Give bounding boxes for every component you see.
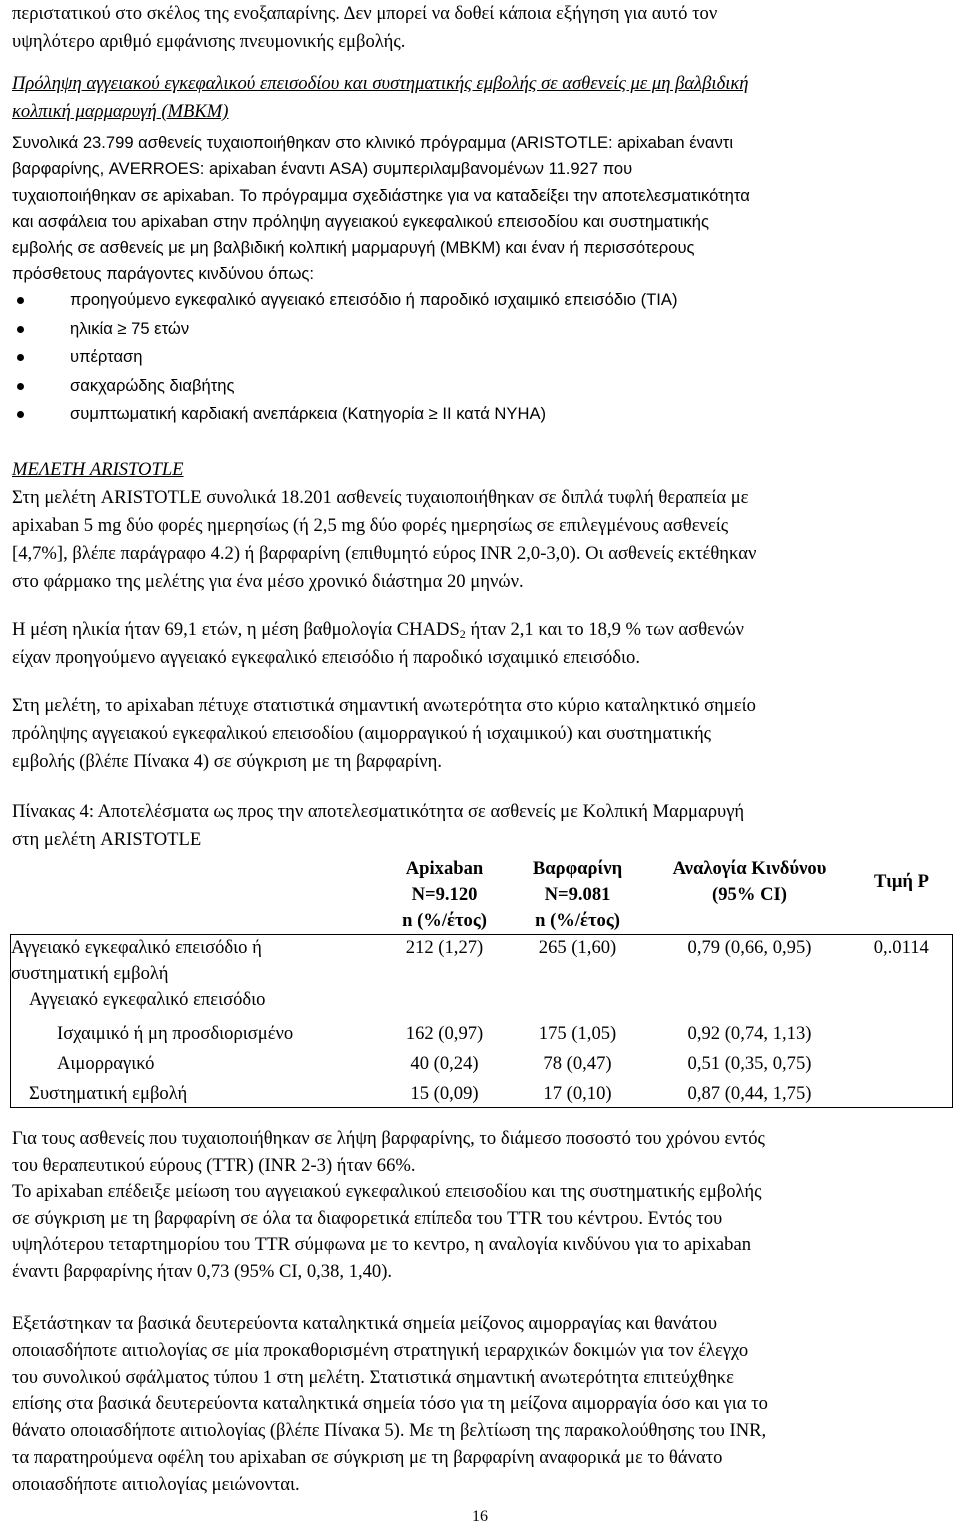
header-text: N=9.081 — [544, 884, 611, 905]
aristotle-text: ήταν 2,1 και το 18,9 % των ασθενών — [465, 619, 744, 640]
header-empty-cell — [11, 856, 383, 935]
aristotle-line: στο φάρμακο της μελέτης για ένα μέσο χρονικό διάστημα 20 μηνών. — [12, 571, 524, 592]
apixaban-value — [383, 987, 507, 1013]
risk-factor-list — [12, 286, 912, 429]
hazard-ratio-value: 0,92 (0,74, 1,13) — [687, 1023, 812, 1044]
program-paragraph — [12, 130, 952, 288]
warfarin-value: 17 (0,10) — [507, 1077, 649, 1108]
apixaban-value: 40 (0,24) — [410, 1053, 479, 1074]
table-row — [11, 1013, 953, 1047]
aristotle-heading-text: ΜΕΛΕΤΗ ARISTOTLE — [12, 459, 184, 480]
risk-factor-item — [12, 343, 912, 372]
header-text: Τιμή P — [874, 871, 929, 892]
row-label-text: Αγγειακό εγκεφαλικό επεισόδιο ή — [11, 937, 262, 958]
row-label: Συστηματική εμβολή — [11, 1077, 383, 1108]
p-value — [851, 987, 953, 1013]
risk-factor-text: συμπτωματική καρδιακή ανεπάρκεια (Κατηγορία ≥ ΙΙ κατά NYHA) — [70, 404, 547, 424]
aristotle-paragraph-1 — [12, 484, 952, 596]
program-line: πρόσθετους παράγοντες κινδύνου όπως: — [12, 264, 315, 284]
p-value — [851, 1047, 953, 1077]
subscript: 2 — [459, 627, 466, 641]
p-value: 0,.0114 — [851, 935, 953, 988]
header-text: N=9.120 — [411, 884, 478, 905]
program-line: Συνολικά 23.799 ασθενείς τυχαιοποιήθηκαν στο κλινικό πρόγραμμα (ARISTOTLE: apixaban έναντι — [12, 133, 734, 152]
aristotle-line: Στη μελέτη ARISTOTLE συνολικά 18.201 ασθενείς τυχαιοποιήθηκαν σε διπλά τυφλή θεραπεία με — [12, 487, 749, 508]
aristotle-line — [12, 616, 952, 644]
ttr-line: σε σύγκριση με τη βαρφαρίνη σε όλα τα διαφορετικά επίπεδα του TTR του κέντρου. Εντός του — [12, 1207, 723, 1229]
warfarin-value: 175 (1,05) — [538, 1023, 617, 1044]
header-text: n (%/έτος) — [535, 910, 620, 931]
bullet-icon — [17, 383, 24, 390]
bullet-icon — [17, 297, 24, 304]
ttr-line: Για τους ασθενείς που τυχαιοποιήθηκαν σε λήψη βαρφαρίνης, το διάμεσο ποσοστό του χρόνου εντός — [12, 1128, 765, 1149]
aristotle-line: εμβολής (βλέπε Πίνακα 4) σε σύγκριση με τη βαρφαρίνη. — [12, 751, 443, 772]
secondary-line: οποιασδήποτε αιτιολογίας μειώνονται. — [12, 1473, 300, 1495]
program-line: εμβολής σε ασθενείς με μη βαλβιδική κολπική μαρμαρυγή (ΜΒΚΜ) και έναν ή περισσότερους — [12, 238, 695, 258]
aristotle-line: πρόληψης αγγειακού εγκεφαλικού επεισοδίου (αιμορραγικού ή ισχαιμικού) και συστηματικής — [12, 723, 712, 744]
secondary-line: θάνατο οποιασδήποτε αιτιολογίας (βλέπε Πίνακα 5). Με τη βελτίωση της παρακολούθησης του INR, — [12, 1420, 767, 1442]
aristotle-heading — [12, 456, 952, 484]
page-number: 16 — [472, 1508, 488, 1525]
risk-factor-item — [12, 400, 912, 429]
ttr-line: έναντι βαρφαρίνης ήταν 0,73 (95% CI, 0,38, 1,40). — [12, 1260, 393, 1282]
secondary-line: του συνολικού σφάλματος τύπου 1 στη μελέτη. Στατιστικά σημαντική ανωτερότητα επιτεύχθηκε — [12, 1366, 734, 1388]
warfarin-value: 265 (1,60) — [507, 935, 649, 988]
header-text: (95% CI) — [712, 884, 787, 905]
aristotle-line: [4,7%], βλέπε παράγραφο 4.2) ή βαρφαρίνη (επιθυμητό εύρος INR 2,0-3,0). Οι ασθενείς εκτέθηκαν — [12, 543, 757, 564]
row-label: Αγγειακό εγκεφαλικό επεισόδιο — [11, 987, 383, 1013]
header-text: n (%/έτος) — [402, 910, 487, 931]
risk-factor-item — [12, 315, 912, 344]
risk-factor-text: σακχαρώδης διαβήτης — [70, 375, 235, 395]
aristotle-paragraph-2 — [12, 616, 952, 672]
program-line: βαρφαρίνης, AVERROES: apixaban έναντι ASA) συμπεριλαμβανομένων 11.927 που — [12, 159, 633, 179]
risk-factor-text: ηλικία ≥ 75 ετών — [70, 318, 190, 338]
table-header-row — [11, 856, 953, 935]
header-text: Αναλογία Κινδύνου — [672, 858, 827, 879]
secondary-endpoints-paragraph — [12, 1311, 952, 1499]
secondary-line: επίσης στα βασικά δευτερεύοντα καταληκτικά σημεία τόσο για τη μείζονα αιμορραγία όσο και για το — [12, 1393, 768, 1415]
program-line: και ασφάλεια του apixaban στην πρόληψη αγγειακού εγκεφαλικού επεισοδίου και συστηματικής — [12, 211, 709, 231]
bullet-icon — [17, 354, 24, 361]
row-label: Αιμορραγικό — [11, 1047, 383, 1077]
bullet-icon — [17, 326, 24, 333]
bullet-icon — [17, 411, 24, 418]
header-hazard-ratio — [649, 856, 851, 935]
intro-line: υψηλότερο αριθμό εμφάνισης πνευμονικής εμβολής. — [12, 31, 406, 52]
table-title-line: στη μελέτη ARISTOTLE — [12, 829, 202, 850]
p-value — [851, 1013, 953, 1047]
secondary-line: Εξετάστηκαν τα βασικά δευτερεύοντα καταληκτικά σημεία μείζονος αιμορραγίας και θανάτου — [12, 1313, 718, 1334]
aristotle-line: είχαν προηγούμενο αγγειακό εγκεφαλικό επεισόδιο ή παροδικό ισχαιμικό επεισόδιο. — [12, 647, 640, 668]
risk-factor-item — [12, 372, 912, 401]
section-heading-stroke-prevention — [12, 70, 952, 126]
p-value — [851, 1077, 953, 1108]
hazard-ratio-value: 0,79 (0,66, 0,95) — [649, 935, 851, 988]
hazard-ratio-value: 0,51 (0,35, 0,75) — [687, 1053, 812, 1074]
row-label — [11, 935, 383, 988]
hazard-ratio-value — [649, 987, 851, 1013]
efficacy-results-table — [10, 856, 953, 1108]
warfarin-value — [507, 987, 649, 1013]
warfarin-value: 78 (0,47) — [543, 1053, 612, 1074]
apixaban-value: 212 (1,27) — [383, 935, 507, 988]
table-4-title — [12, 798, 952, 854]
aristotle-paragraph-3 — [12, 692, 952, 776]
apixaban-value: 162 (0,97) — [405, 1023, 484, 1044]
header-p-value — [851, 856, 953, 935]
ttr-line: του θεραπευτικού εύρους (TTR) (INR 2-3) ήταν 66%. — [12, 1154, 416, 1176]
table-row — [11, 1047, 953, 1077]
ttr-line: υψηλότερου τεταρτημορίου του TTR σύμφωνα με το κεντρο, η αναλογία κινδύνου για το apixaban — [12, 1234, 752, 1255]
table-row — [11, 1077, 953, 1108]
secondary-line: τα παρατηρούμενα οφέλη του apixaban σε σύγκριση με τη βαρφαρίνη αναφορικά με το θάνατο — [12, 1446, 723, 1468]
apixaban-value: 15 (0,09) — [383, 1077, 507, 1108]
section-heading-line: κολπική μαρμαρυγή (ΜΒΚΜ) — [12, 101, 229, 122]
section-heading-line: Πρόληψη αγγειακού εγκεφαλικού επεισοδίου και συστηματικής εμβολής σε ασθενείς με μη βαλβιδική — [12, 73, 749, 94]
header-apixaban — [383, 856, 507, 935]
hazard-ratio-value: 0,87 (0,44, 1,75) — [649, 1077, 851, 1108]
risk-factor-text: προηγούμενο εγκεφαλικό αγγειακό επεισόδιο ή παροδικό ισχαιμικό επεισόδιο (TIA) — [70, 290, 678, 309]
aristotle-line: Στη μελέτη, το apixaban πέτυχε στατιστικά σημαντική ανωτερότητα στο κύριο καταληκτικό σημείο — [12, 695, 756, 716]
intro-paragraph — [12, 0, 952, 56]
table-row — [11, 987, 953, 1013]
table-title-line: Πίνακας 4: Αποτελέσματα ως προς την αποτελεσματικότητα σε ασθενείς με Κολπική Μαρμαρυγή — [12, 801, 745, 822]
table-row — [11, 935, 953, 988]
ttr-paragraph — [12, 1126, 952, 1285]
ttr-line: Το apixaban επέδειξε μείωση του αγγειακού εγκεφαλικού επεισοδίου και της συστηματικής εμβολής — [12, 1181, 762, 1202]
header-text: Βαρφαρίνη — [532, 858, 623, 879]
secondary-line: οποιασδήποτε αιτιολογίας σε μία προκαθορισμένη στρατηγική ιεραρχικών δοκιμών για τον έλεγχο — [12, 1339, 749, 1361]
header-warfarin — [507, 856, 649, 935]
row-label-text: συστηματική εμβολή — [11, 963, 169, 984]
risk-factor-text: υπέρταση — [70, 347, 143, 367]
program-line: τυχαιοποιήθηκαν σε apixaban. Το πρόγραμμα σχεδιάστηκε για να καταδείξει την αποτελεσματικότητα — [12, 185, 750, 205]
risk-factor-item — [12, 286, 912, 315]
aristotle-text: Η μέση ηλικία ήταν 69,1 ετών, η μέση βαθμολογία CHADS — [12, 619, 460, 640]
intro-line: περιστατικού στο σκέλος της ενοξαπαρίνης. Δεν μπορεί να δοθεί κάποια εξήγηση για αυτό τον — [12, 3, 718, 24]
header-text: Apixaban — [405, 858, 484, 879]
aristotle-line: apixaban 5 mg δύο φορές ημερησίως (ή 2,5 mg δύο φορές ημερησίως σε επιλεγμένους ασθενείς — [12, 515, 729, 536]
row-label: Ισχαιμικό ή μη προσδιορισμένο — [11, 1013, 383, 1047]
